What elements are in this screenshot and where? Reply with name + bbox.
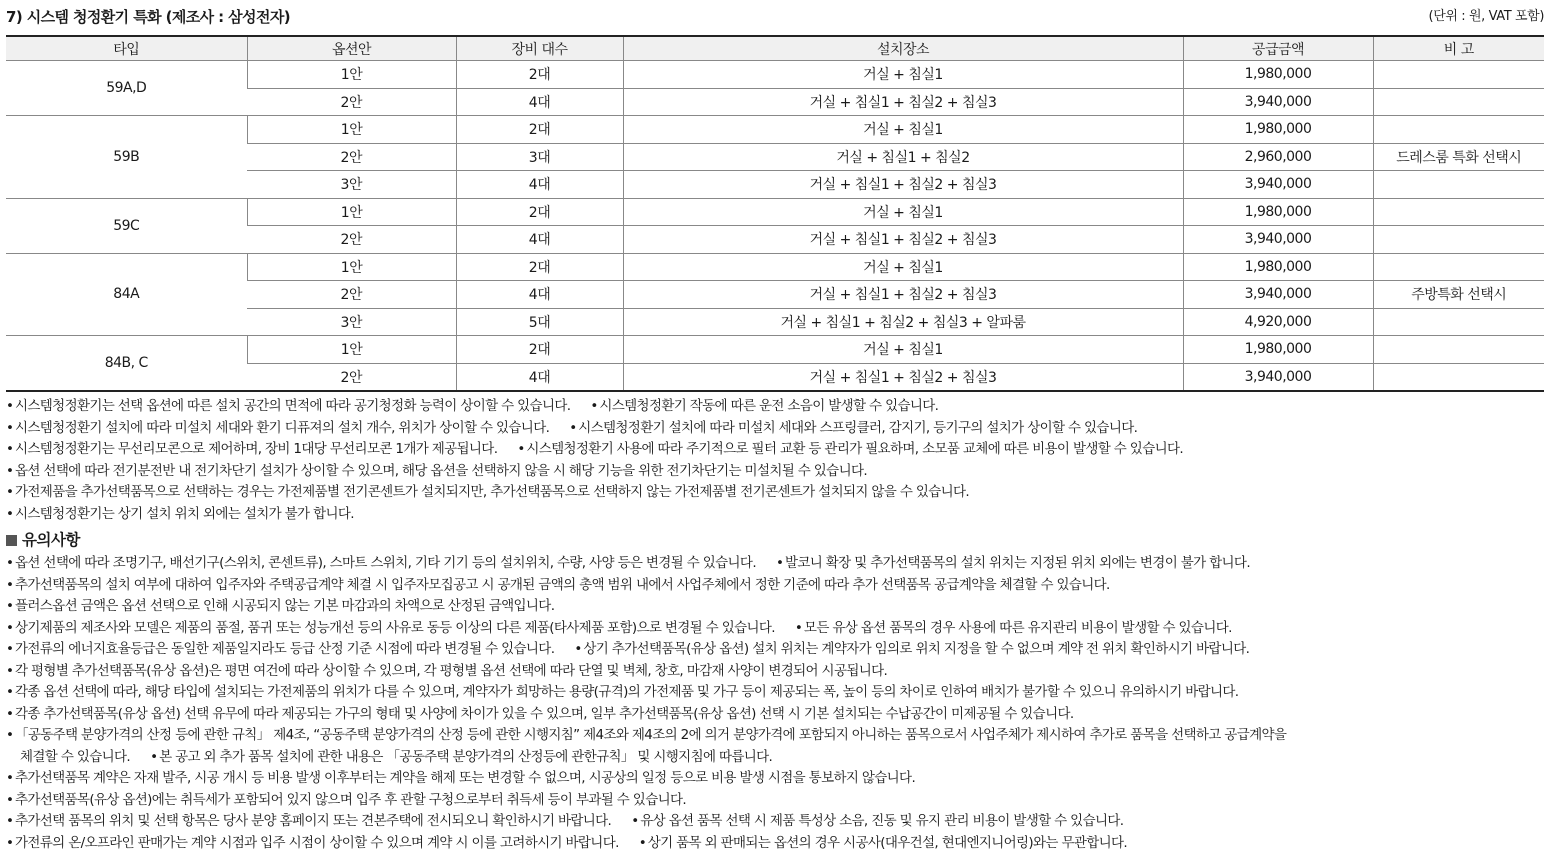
cell-note	[1373, 61, 1544, 89]
bullet-icon: •	[6, 682, 15, 704]
note-line	[6, 682, 1551, 704]
note-text: 「공동주택 분양가격의 산정 등에 관한 규칙」 제4조, “공동주택 분양가격의 산정 등에 관한 시행지침” 제4조와 제4조의 2에 의거 분양가격에 포함되지 아니하는 품목으로서 사업주체가 제시하여 추가로 품목을 선택하고 공급계약을	[15, 727, 1286, 743]
note-text: 본 공고 외 추가 품목 설치에 관한 내용은 「공동주택 분양가격의 산정등에 관한규칙」 및 시행지침에 따릅니다.	[159, 749, 772, 765]
note-text: 발코니 확장 및 추가선택품목의 설치 위치는 지정된 위치 외에는 변경이 불가 합니다.	[785, 555, 1250, 571]
cell-type: 84A	[6, 253, 247, 336]
bullet-icon: •	[6, 482, 15, 504]
note-line	[6, 575, 1551, 597]
bullet-icon: •	[569, 418, 578, 440]
cell-units: 2대	[456, 116, 623, 144]
note-text: 시스템청정환기 작동에 따른 운전 소음이 발생할 수 있습니다.	[599, 398, 938, 414]
bullet-icon: •	[639, 833, 648, 854]
bullet-icon: •	[150, 747, 159, 769]
cell-option: 2안	[247, 143, 456, 171]
header-price: 공급금액	[1183, 36, 1373, 61]
bullet-icon: •	[6, 768, 15, 790]
cell-units: 2대	[456, 336, 623, 364]
cell-units: 4대	[456, 226, 623, 254]
bullet-icon: •	[6, 396, 15, 418]
cell-price: 2,960,000	[1183, 143, 1373, 171]
cell-option: 2안	[247, 363, 456, 391]
cell-units: 5대	[456, 308, 623, 336]
cell-location: 거실 + 침실1	[623, 198, 1183, 226]
system-notes-list	[6, 396, 1551, 525]
header-note: 비 고	[1373, 36, 1544, 61]
header-option: 옵션안	[247, 36, 456, 61]
note-line	[6, 790, 1551, 812]
cell-option: 2안	[247, 226, 456, 254]
cell-option: 2안	[247, 281, 456, 309]
bullet-icon: •	[6, 704, 15, 726]
header-units: 장비 대수	[456, 36, 623, 61]
note-line	[6, 747, 1551, 769]
cell-price: 1,980,000	[1183, 116, 1373, 144]
cell-option: 1안	[247, 61, 456, 89]
caution-title: 유의사항	[22, 531, 80, 549]
cell-location: 거실 + 침실1 + 침실2	[623, 143, 1183, 171]
section-header	[6, 5, 1544, 29]
cell-note	[1373, 253, 1544, 281]
cell-price: 1,980,000	[1183, 336, 1373, 364]
cell-price: 3,940,000	[1183, 226, 1373, 254]
cell-price: 3,940,000	[1183, 281, 1373, 309]
cell-price: 3,940,000	[1183, 363, 1373, 391]
cell-option: 1안	[247, 253, 456, 281]
caution-notes-list	[6, 553, 1551, 854]
bullet-icon: •	[795, 618, 804, 640]
note-text: 추가선택품목(유상 옵션)에는 취득세가 포함되어 있지 않으며 입주 후 관할 구청으로부터 취득세 등이 부과될 수 있습니다.	[15, 792, 686, 808]
cell-option: 1안	[247, 116, 456, 144]
note-text: 상기 추가선택품목(유상 옵션) 설치 위치는 계약자가 임의로 위치 지정을 할 수 없으며 계약 전 위치 확인하시기 바랍니다.	[583, 641, 1249, 657]
bullet-icon: •	[6, 725, 15, 747]
note-text: 시스템청정환기는 선택 옵션에 따른 설치 공간의 면적에 따라 공기청정화 능력이 상이할 수 있습니다.	[15, 398, 570, 414]
note-line	[6, 461, 1551, 483]
note-line	[6, 725, 1551, 747]
cell-note	[1373, 116, 1544, 144]
cell-units: 2대	[456, 198, 623, 226]
cell-units: 4대	[456, 171, 623, 199]
cell-note	[1373, 171, 1544, 199]
cell-location: 거실 + 침실1	[623, 61, 1183, 89]
cell-price: 1,980,000	[1183, 253, 1373, 281]
note-line	[6, 811, 1551, 833]
bullet-icon: •	[574, 639, 583, 661]
bullet-icon: •	[590, 396, 599, 418]
cell-location: 거실 + 침실1	[623, 116, 1183, 144]
cell-option: 3안	[247, 171, 456, 199]
note-text: 시스템청정환기 설치에 따라 미설치 세대와 스프링클러, 감지기, 등기구의 설치가 상이할 수 있습니다.	[578, 420, 1137, 436]
cell-location: 거실 + 침실1 + 침실2 + 침실3	[623, 88, 1183, 116]
note-text: 추가선택 품목의 위치 및 선택 항목은 당사 분양 홈페이지 또는 견본주택에 전시되오니 확인하시기 바랍니다.	[15, 813, 611, 829]
bullet-icon: •	[6, 439, 15, 461]
note-text: 가전류의 온/오프라인 판매가는 계약 시점과 입주 시점이 상이할 수 있으며 계약 시 이를 고려하시기 바랍니다.	[15, 835, 619, 851]
cell-note	[1373, 363, 1544, 391]
bullet-icon: •	[6, 461, 15, 483]
table-row	[6, 336, 1544, 364]
cell-type: 59C	[6, 198, 247, 253]
note-text: 상기제품의 제조사와 모델은 제품의 품절, 품귀 또는 성능개선 등의 사유로 동등 이상의 다른 제품(타사제품 포함)으로 변경될 수 있습니다.	[15, 620, 775, 636]
header-type: 타입	[6, 36, 247, 61]
table-body	[6, 61, 1544, 392]
section-title: 7) 시스템 청정환기 특화 (제조사 : 삼성전자)	[6, 5, 290, 29]
cell-units: 4대	[456, 363, 623, 391]
note-text: 각종 추가선택품목(유상 옵션) 선택 유무에 따라 제공되는 가구의 형태 및 사양에 차이가 있을 수 있으며, 일부 추가선택품목(유상 옵션) 선택 시 기본 설치되는 수납공간이 미제공될 수 있습니다.	[15, 706, 1074, 722]
cell-price: 4,920,000	[1183, 308, 1373, 336]
cell-option: 1안	[247, 336, 456, 364]
bullet-icon: •	[6, 811, 15, 833]
note-line	[6, 482, 1551, 504]
note-line	[6, 618, 1551, 640]
bullet-icon: •	[631, 811, 640, 833]
cell-note	[1373, 198, 1544, 226]
note-text: 각 평형별 추가선택품목(유상 옵션)은 평면 여건에 따라 상이할 수 있으며, 각 평형별 옵션 선택에 따라 단열 및 벽체, 창호, 마감재 사양이 변경되어 시공됩니다.	[15, 663, 887, 679]
bullet-icon: •	[6, 618, 15, 640]
note-text: 옵션 선택에 따라 전기분전반 내 전기차단기 설치가 상이할 수 있으며, 해당 옵션을 선택하지 않을 시 해당 기능을 위한 전기차단기는 미설치될 수 있습니다.	[15, 463, 867, 479]
cell-note	[1373, 308, 1544, 336]
note-text: 추가선택품목의 설치 여부에 대하여 입주자와 주택공급계약 체결 시 입주자모집공고 시 공개된 금액의 총액 범위 내에서 사업주체에서 정한 기준에 따라 추가 선택품목 공급계약을 체결할 수 있습니다.	[15, 577, 1110, 593]
cell-type: 59A,D	[6, 61, 247, 116]
cell-note	[1373, 336, 1544, 364]
note-line	[6, 768, 1551, 790]
note-line	[6, 396, 1551, 418]
cell-location: 거실 + 침실1 + 침실2 + 침실3 + 알파룸	[623, 308, 1183, 336]
cell-units: 3대	[456, 143, 623, 171]
cell-type: 59B	[6, 116, 247, 199]
cell-units: 4대	[456, 281, 623, 309]
note-line	[6, 418, 1551, 440]
cell-type: 84B, C	[6, 336, 247, 392]
square-bullet-icon	[6, 535, 17, 546]
bullet-icon: •	[776, 553, 785, 575]
bullet-icon: •	[6, 504, 15, 526]
note-line	[6, 439, 1551, 461]
cell-location: 거실 + 침실1 + 침실2 + 침실3	[623, 363, 1183, 391]
table-row	[6, 61, 1544, 89]
bullet-icon: •	[6, 418, 15, 440]
cell-location: 거실 + 침실1	[623, 253, 1183, 281]
cell-price: 1,980,000	[1183, 198, 1373, 226]
cell-option: 3안	[247, 308, 456, 336]
note-line	[6, 704, 1551, 726]
cell-price: 1,980,000	[1183, 61, 1373, 89]
cell-units: 4대	[456, 88, 623, 116]
note-text: 가전류의 에너지효율등급은 동일한 제품일지라도 등급 산정 기준 시점에 따라 변경될 수 있습니다.	[15, 641, 554, 657]
bullet-icon: •	[6, 661, 15, 683]
header-location: 설치장소	[623, 36, 1183, 61]
table-header-row	[6, 36, 1544, 61]
note-line	[6, 833, 1551, 854]
cell-option: 2안	[247, 88, 456, 116]
bullet-icon: •	[6, 833, 15, 854]
unit-note: (단위 : 원, VAT 포함)	[1429, 5, 1544, 29]
note-text: 시스템청정환기 사용에 따라 주기적으로 필터 교환 등 관리가 필요하며, 소모품 교체에 따른 비용이 발생할 수 있습니다.	[526, 441, 1183, 457]
note-text: 플러스옵션 금액은 옵션 선택으로 인해 시공되지 않는 기본 마감과의 차액으로 산정된 금액입니다.	[15, 598, 554, 614]
note-text: 체결할 수 있습니다.	[20, 749, 130, 765]
note-text: 상기 품목 외 판매되는 옵션의 경우 시공사(대우건설, 현대엔지니어링)와는 무관합니다.	[648, 835, 1127, 851]
cell-note: 주방특화 선택시	[1373, 281, 1544, 309]
bullet-icon: •	[6, 790, 15, 812]
note-text: 시스템청정환기는 상기 설치 위치 외에는 설치가 불가 합니다.	[15, 506, 354, 522]
table-row	[6, 198, 1544, 226]
cell-units: 2대	[456, 253, 623, 281]
caution-heading	[6, 527, 1551, 553]
cell-note: 드레스룸 특화 선택시	[1373, 143, 1544, 171]
note-text: 가전제품을 추가선택품목으로 선택하는 경우는 가전제품별 전기콘센트가 설치되지만, 추가선택품목으로 선택하지 않는 가전제품별 전기콘센트가 설치되지 않을 수 있습니다.	[15, 484, 969, 500]
cell-location: 거실 + 침실1 + 침실2 + 침실3	[623, 281, 1183, 309]
option-price-table	[6, 35, 1544, 392]
cell-location: 거실 + 침실1	[623, 336, 1183, 364]
cell-location: 거실 + 침실1 + 침실2 + 침실3	[623, 171, 1183, 199]
note-line	[6, 639, 1551, 661]
cell-price: 3,940,000	[1183, 88, 1373, 116]
note-text: 시스템청정환기 설치에 따라 미설치 세대와 환기 디퓨져의 설치 개수, 위치가 상이할 수 있습니다.	[15, 420, 549, 436]
bullet-icon: •	[517, 439, 526, 461]
cell-location: 거실 + 침실1 + 침실2 + 침실3	[623, 226, 1183, 254]
note-text: 각종 옵션 선택에 따라, 해당 타입에 설치되는 가전제품의 위치가 다를 수 있으며, 계약자가 희망하는 용량(규격)의 가전제품 및 가구 등이 제공되는 폭, 높이 등의 차이로 인하여 배치가 불가할 수 있으니 유의하시기 바랍니다.	[15, 684, 1238, 700]
note-line	[6, 553, 1551, 575]
cell-note	[1373, 226, 1544, 254]
note-text: 유상 옵션 품목 선택 시 제품 특성상 소음, 진동 및 유지 관리 비용이 발생할 수 있습니다.	[640, 813, 1123, 829]
bullet-icon: •	[6, 575, 15, 597]
cell-option: 1안	[247, 198, 456, 226]
note-text: 옵션 선택에 따라 조명기구, 배선기구(스위치, 콘센트류), 스마트 스위치, 기타 기기 등의 설치위치, 수량, 사양 등은 변경될 수 있습니다.	[15, 555, 756, 571]
table-row	[6, 253, 1544, 281]
bullet-icon: •	[6, 639, 15, 661]
note-text: 모든 유상 옵션 품목의 경우 사용에 따른 유지관리 비용이 발생할 수 있습니다.	[804, 620, 1232, 636]
note-line	[6, 596, 1551, 618]
note-text: 시스템청정환기는 무선리모콘으로 제어하며, 장비 1대당 무선리모콘 1개가 제공됩니다.	[15, 441, 497, 457]
cell-units: 2대	[456, 61, 623, 89]
note-line	[6, 661, 1551, 683]
cell-note	[1373, 88, 1544, 116]
bullet-icon: •	[6, 553, 15, 575]
bullet-icon: •	[6, 596, 15, 618]
note-text: 추가선택품목 계약은 자재 발주, 시공 개시 등 비용 발생 이후부터는 계약을 해제 또는 변경할 수 없으며, 시공상의 일정 등으로 비용 발생 시점을 통보하지 않습니다.	[15, 770, 915, 786]
table-row	[6, 116, 1544, 144]
notes-area	[6, 396, 1551, 854]
cell-price: 3,940,000	[1183, 171, 1373, 199]
note-line	[6, 504, 1551, 526]
